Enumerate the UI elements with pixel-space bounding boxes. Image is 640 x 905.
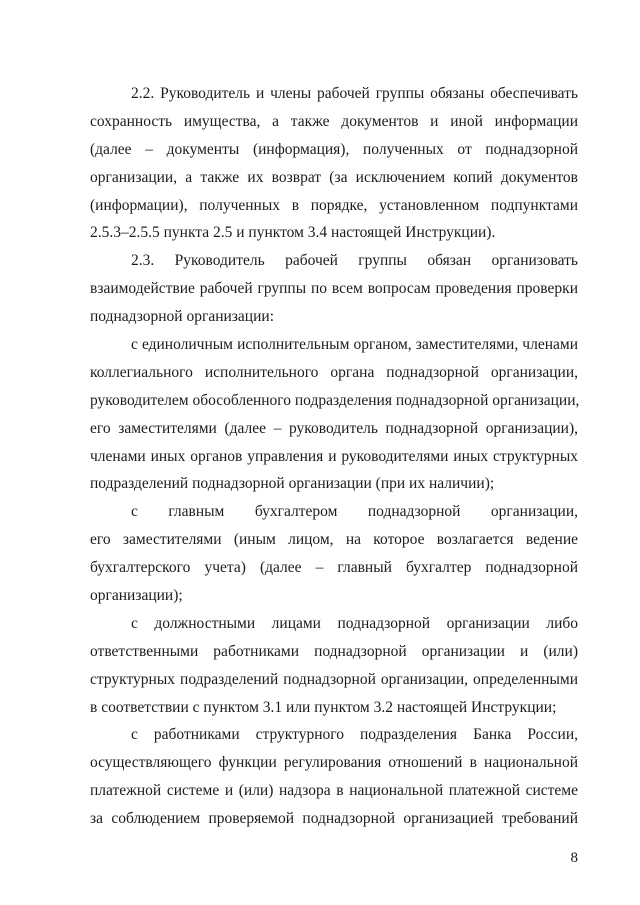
document-text (90, 80, 578, 833)
text-line: (далее – документы (информация), полученных от поднадзорной (90, 140, 578, 158)
text-line: платежной системе и (или) надзора в национальной платежной системе (90, 782, 578, 800)
text-line: структурных подразделений поднадзорной организации, определенными (90, 670, 578, 688)
text-line: (информации), полученных в порядке, установленном подпунктами (90, 196, 578, 214)
text-line: ответственными работниками поднадзорной организации и (или) (90, 642, 578, 660)
text-line: 2.5.3–2.5.5 пункта 2.5 и пунктом 3.4 настоящей Инструкции). (90, 224, 496, 242)
text-line: его заместителями (далее – руководитель поднадзорной организации), (90, 419, 578, 437)
text-line: осуществляющего функции регулирования отношений в национальной (90, 754, 578, 772)
text-line: бухгалтерского учета) (далее – главный бухгалтер поднадзорной (90, 559, 578, 577)
text-line: членами иных органов управления и руководителями иных структурных (90, 447, 578, 465)
text-line: поднадзорной организации: (90, 308, 275, 326)
text-line: с работниками структурного подразделения Банка России, (131, 726, 578, 744)
text-line: в соответствии с пунктом 3.1 или пунктом 3.2 настоящей Инструкции; (90, 698, 557, 716)
text-line: с должностными лицами поднадзорной организации либо (131, 614, 578, 632)
text-line: организации); (90, 587, 183, 605)
text-line: за соблюдением проверяемой поднадзорной организацией требований (90, 810, 578, 828)
text-line: организации, а также их возврат (за исключением копий документов (90, 168, 578, 186)
text-line: коллегиального исполнительного органа поднадзорной организации, (90, 363, 578, 381)
text-line: подразделений поднадзорной организации (при их наличии); (90, 475, 495, 493)
page-number: 8 (570, 850, 578, 866)
text-line: 2.2. Руководитель и члены рабочей группы обязаны обеспечивать (131, 85, 578, 102)
text-line: с единоличным исполнительным органом, заместителями, членами (131, 336, 578, 354)
text-line: с главным бухгалтером поднадзорной организации, (131, 503, 578, 521)
text-line: его заместителями (иным лицом, на которое возлагается ведение (90, 531, 578, 549)
text-line: сохранность имущества, а также документов и иной информации (90, 112, 578, 130)
text-line: 2.3. Руководитель рабочей группы обязан организовать (131, 252, 578, 270)
text-line: руководителем обособленного подразделения поднадзорной организации, (90, 391, 580, 409)
text-line: взаимодействие рабочей группы по всем вопросам проведения проверки (90, 280, 578, 298)
